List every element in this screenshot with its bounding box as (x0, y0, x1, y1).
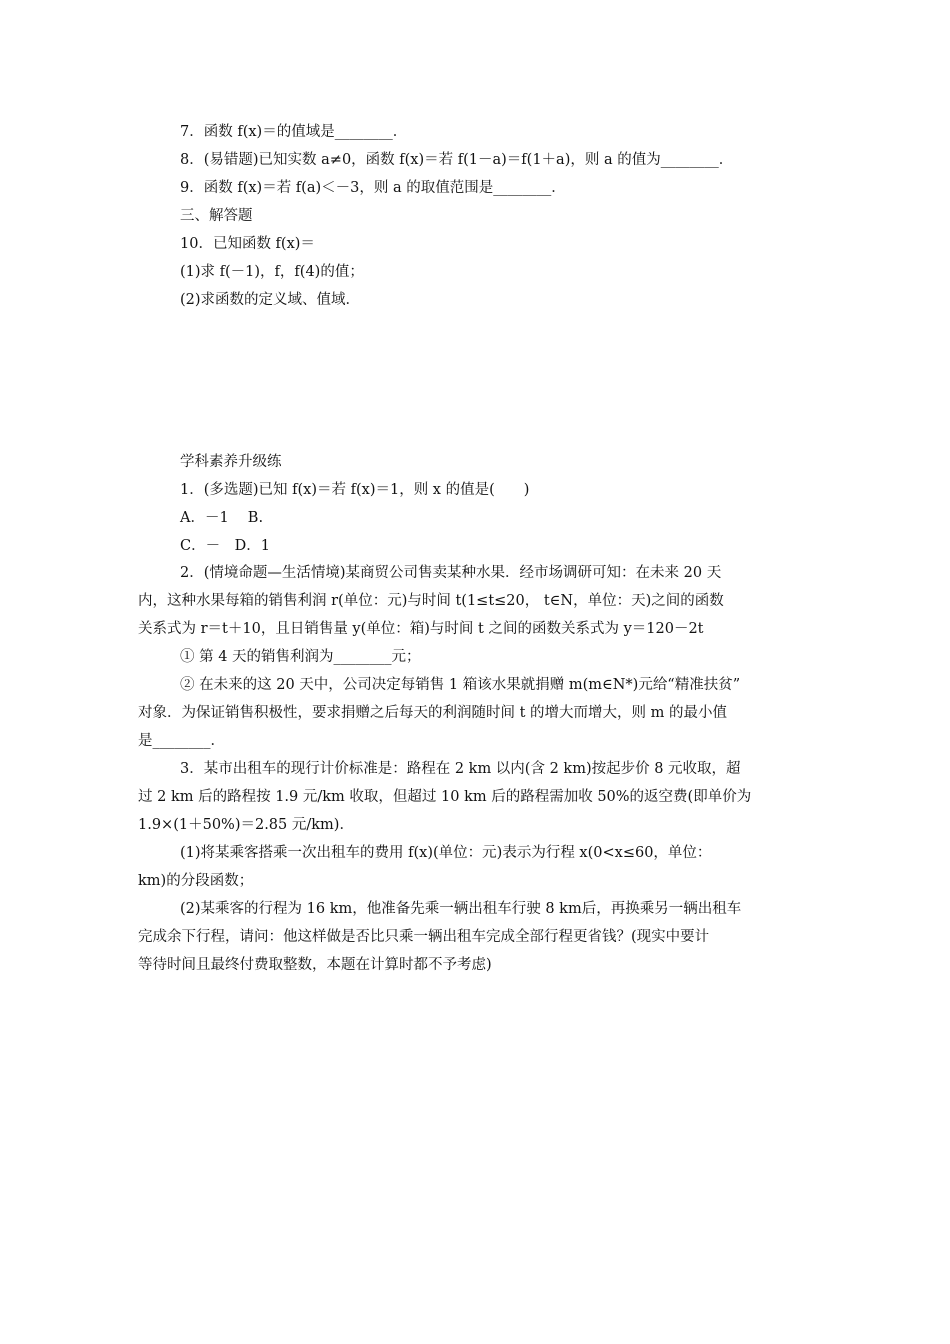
advanced-question-1: 1．(多选题)已知 f(x)＝若 f(x)＝1，则 x 的值是( ) (180, 482, 530, 498)
advanced-question-1-options-cd: C．－ D．1 (180, 538, 270, 554)
advanced-question-3-part-2-line-1: (2)某乘客的行程为 16 km，他准备先乘一辆出租车行驶 8 km后，再换乘另一辆出租车 (180, 901, 742, 917)
advanced-question-2-line-3: 关系式为 r＝t＋10，且日销售量 y(单位：箱)与时间 t 之间的函数关系式为 y＝120－2t (138, 621, 704, 637)
question-9: 9．函数 f(x)＝若 f(a)＜－3，则 a 的取值范围是________． (180, 180, 566, 196)
question-10-part-1: (1)求 f(－1)，f，f(4)的值； (180, 264, 364, 280)
advanced-question-2-line-1: 2．(情境命题—生活情境)某商贸公司售卖某种水果．经市场调研可知：在未来 20 天 (180, 565, 722, 581)
advanced-question-3-part-2-line-2: 完成余下行程，请问：他这样做是否比只乘一辆出租车完成全部行程更省钱？(现实中要计 (138, 929, 710, 945)
advanced-question-2-sub-2-line-3: 是________． (138, 733, 225, 749)
advanced-question-2-sub-2-line-2: 对象．为保证销售积极性，要求捐赠之后每天的利润随时间 t 的增大而增大，则 m 的最小值 (138, 705, 728, 721)
question-8: 8．(易错题)已知实数 a≠0，函数 f(x)＝若 f(1－a)＝f(1＋a)，则 a 的值为________． (180, 152, 734, 168)
question-10-stem: 10．已知函数 f(x)＝ (180, 236, 315, 252)
advanced-question-3-part-2-line-3: 等待时间且最终付费取整数，本题在计算时都不予考虑) (138, 957, 492, 973)
advanced-question-1-options-ab: A．－1 B. (180, 510, 264, 526)
question-7: 7．函数 f(x)＝的值域是________． (180, 124, 408, 140)
advanced-question-3-line-3: 1.9×(1＋50%)＝2.85 元/km)． (138, 817, 354, 833)
advanced-question-2-sub-1: ① 第 4 天的销售利润为________元； (180, 649, 421, 665)
advanced-question-2-line-2: 内，这种水果每箱的销售利润 r(单位：元)与时间 t(1≤t≤20， t∈N，单位：天)之间的函数 (138, 593, 724, 609)
advanced-question-2-sub-2-line-1: ② 在未来的这 20 天中，公司决定每销售 1 箱该水果就捐赠 m(m∈N*)元给“精准扶贫” (180, 677, 741, 693)
heading-answers: 三、解答题 (180, 208, 253, 224)
heading-advanced: 学科素养升级练 (180, 454, 282, 470)
advanced-question-3-part-1-line-2: km)的分段函数； (138, 873, 254, 889)
advanced-question-3-line-1: 3．某市出租车的现行计价标准是：路程在 2 km 以内(含 2 km)按起步价 8 元收取，超 (180, 761, 741, 777)
advanced-question-3-part-1-line-1: (1)将某乘客搭乘一次出租车的费用 f(x)(单位：元)表示为行程 x(0<x≤60，单位： (180, 845, 712, 861)
advanced-question-3-line-2: 过 2 km 后的路程按 1.9 元/km 收取，但超过 10 km 后的路程需加收 50%的返空费(即单价为 (138, 789, 752, 805)
question-10-part-2: (2)求函数的定义域、值域． (180, 292, 361, 308)
